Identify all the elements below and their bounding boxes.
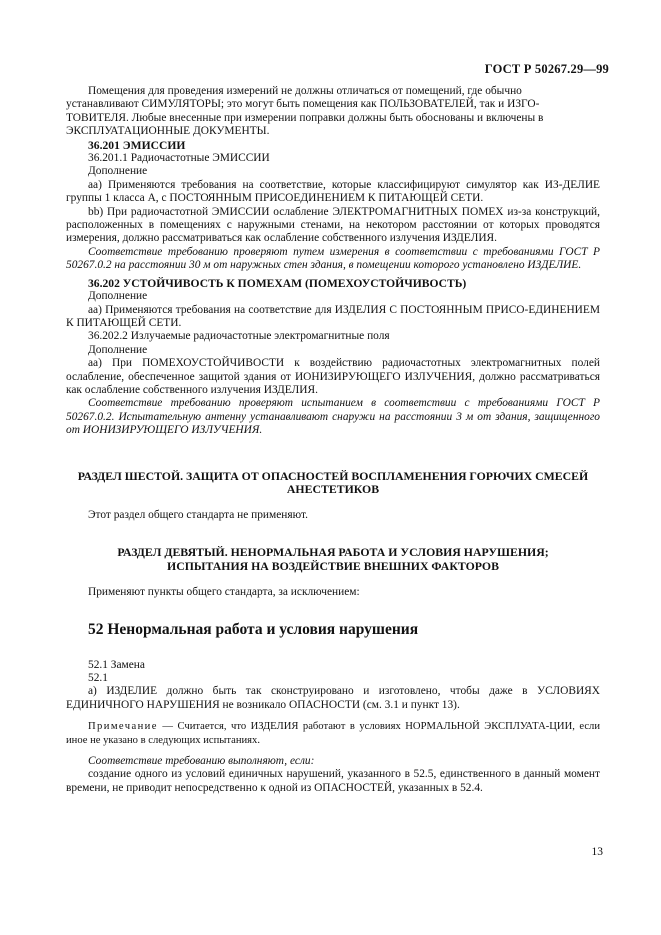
item-aa-202-2: аа) При ПОМЕХОУСТОЙЧИВОСТИ к воздействию радиочастотных электромагнитных полей ослабление, обеспеченное защитой здания от ИОНИЗИРУЮЩЕГО ИЗЛУЧЕНИЯ, должно рассматриваться как ослабление собственного излучения ИЗДЕЛИЯ. [66,357,600,396]
addition-label: Дополнение [88,165,148,178]
part-9-text: Применяют пункты общего стандарта, за исключением: [88,585,360,598]
part-6-title-line-2: АНЕСТЕТИКОВ [286,481,380,496]
section-36-202-2: 36.202.2 Излучаемые радиочастотные электромагнитные поля [88,330,390,343]
item-aa-201: аа) Применяются требования на соответствие, которые классифицируют симулятор как ИЗ-ДЕЛИЕ группы 1 класса А, с ПОСТОЯННЫМ ПРИСОЕДИНЕНИЕМ К ПИТАЮЩЕЙ СЕТИ. [66,178,600,205]
item-aa-202: аа) Применяются требования на соответствие для ИЗДЕЛИЯ С ПОСТОЯННЫМ ПРИСО-ЕДИНЕНИЕМ К ПИТАЮЩЕЙ СЕТИ. [66,303,600,329]
clause-52-heading: 52 Ненормальная работа и условия нарушения [88,621,419,639]
note-label: Примечание [88,721,158,733]
clause-52-item-a: а) ИЗДЕЛИЕ должно быть так сконструировано и изготовлено, чтобы даже в УСЛОВИЯХ ЕДИНИЧНОГО НАРУШЕНИЯ не возникало ОПАСНОСТИ (см. 3.1 и пункт 13). [66,685,600,711]
part-9-title-line-2: ИСПЫТАНИЯ НА ВОЗДЕЙСТВИЕ ВНЕШНИХ ФАКТОРОВ [167,558,499,573]
intro-line-3: ТОВИТЕЛЯ. Любые внесенные при измерении поправки должны быть обоснованы и включены в [66,111,544,124]
section-36-202-heading: 36.202 УСТОЙЧИВОСТЬ К ПОМЕХАМ (ПОМЕХОУСТОЙЧИВОСТЬ) [88,276,467,290]
part-6-text: Этот раздел общего стандарта не применяют. [88,508,308,521]
compliance-201: Соответствие требованию проверяют путем измерения в соответствии с требованиями ГОСТ Р 50267.0.2 на расстоянии 30 м от наружных стен здания, в помещении которого установлено ИЗДЕЛИЕ. [66,245,600,272]
note [66,720,600,747]
clause-52-1: 52.1 [88,672,108,684]
section-36-201-heading: 36.201 ЭМИССИИ [88,138,186,152]
standard-header: ГОСТ Р 50267.29—99 [484,62,609,76]
addition-label-202-2: Дополнение [88,343,148,356]
compliance-202: Соответствие требованию проверяют испытанием в соответствии с требованиями ГОСТ Р 50267.0.2. Испытательную антенну устанавливают снаружи на расстоянии 3 м от здания, защищенного от ИОНИЗИРУЮЩЕГО ИЗЛУЧЕНИЯ. [66,397,600,437]
intro-line-2: устанавливают СИМУЛЯТОРЫ; это могут быть помещения как ПОЛЬЗОВАТЕЛЕЙ, так и ИЗГО- [66,98,540,111]
intro-line-4: ЭКСПЛУАТАЦИОННЫЕ ДОКУМЕНТЫ. [66,125,270,138]
page-number: 13 [591,846,603,858]
body-text [66,85,600,795]
intro-line-1: Помещения для проведения измерений не должны отличаться от помещений, где обычно [88,85,522,97]
note-text: — Считается, что ИЗДЕЛИЯ работают в условиях НОРМАЛЬНОЙ ЭКСПЛУАТА-ЦИИ, если иное не указано в следующих испытаниях. [66,721,600,746]
section-36-201-1: 36.201.1 Радиочастотные ЭМИССИИ [88,152,270,165]
part-9-title-line-1: РАЗДЕЛ ДЕВЯТЫЙ. НЕНОРМАЛЬНАЯ РАБОТА И УСЛОВИЯ НАРУШЕНИЯ; [117,545,549,560]
clause-52-1-title: 52.1 Замена [88,658,145,671]
item-bb-201: bb) При радиочастотной ЭМИССИИ ослабление ЭЛЕКТРОМАГНИТНЫХ ПОМЕХ из-за конструкций, расположенных в помещениях с наружными стенами, на некотором расстоянии от которых проводятся измерения, должно рассматриваться как ослабление собственного излучения ИЗДЕЛИЯ. [66,205,600,245]
compliance-52: Соответствие требованию выполняют, если: [88,755,315,768]
addition-label-202: Дополнение [88,290,148,303]
clause-52-last: создание одного из условий единичных нарушений, указанного в 52.5, единственного в данный момент времени, не приводит непосредственно к одной из ОПАСНОСТЕЙ, указанных в 52.4. [66,768,600,794]
part-6-title-line-1: РАЗДЕЛ ШЕСТОЙ. ЗАЩИТА ОТ ОПАСНОСТЕЙ ВОСПЛАМЕНЕНИЯ ГОРЮЧИХ СМЕСЕЙ [77,468,589,483]
